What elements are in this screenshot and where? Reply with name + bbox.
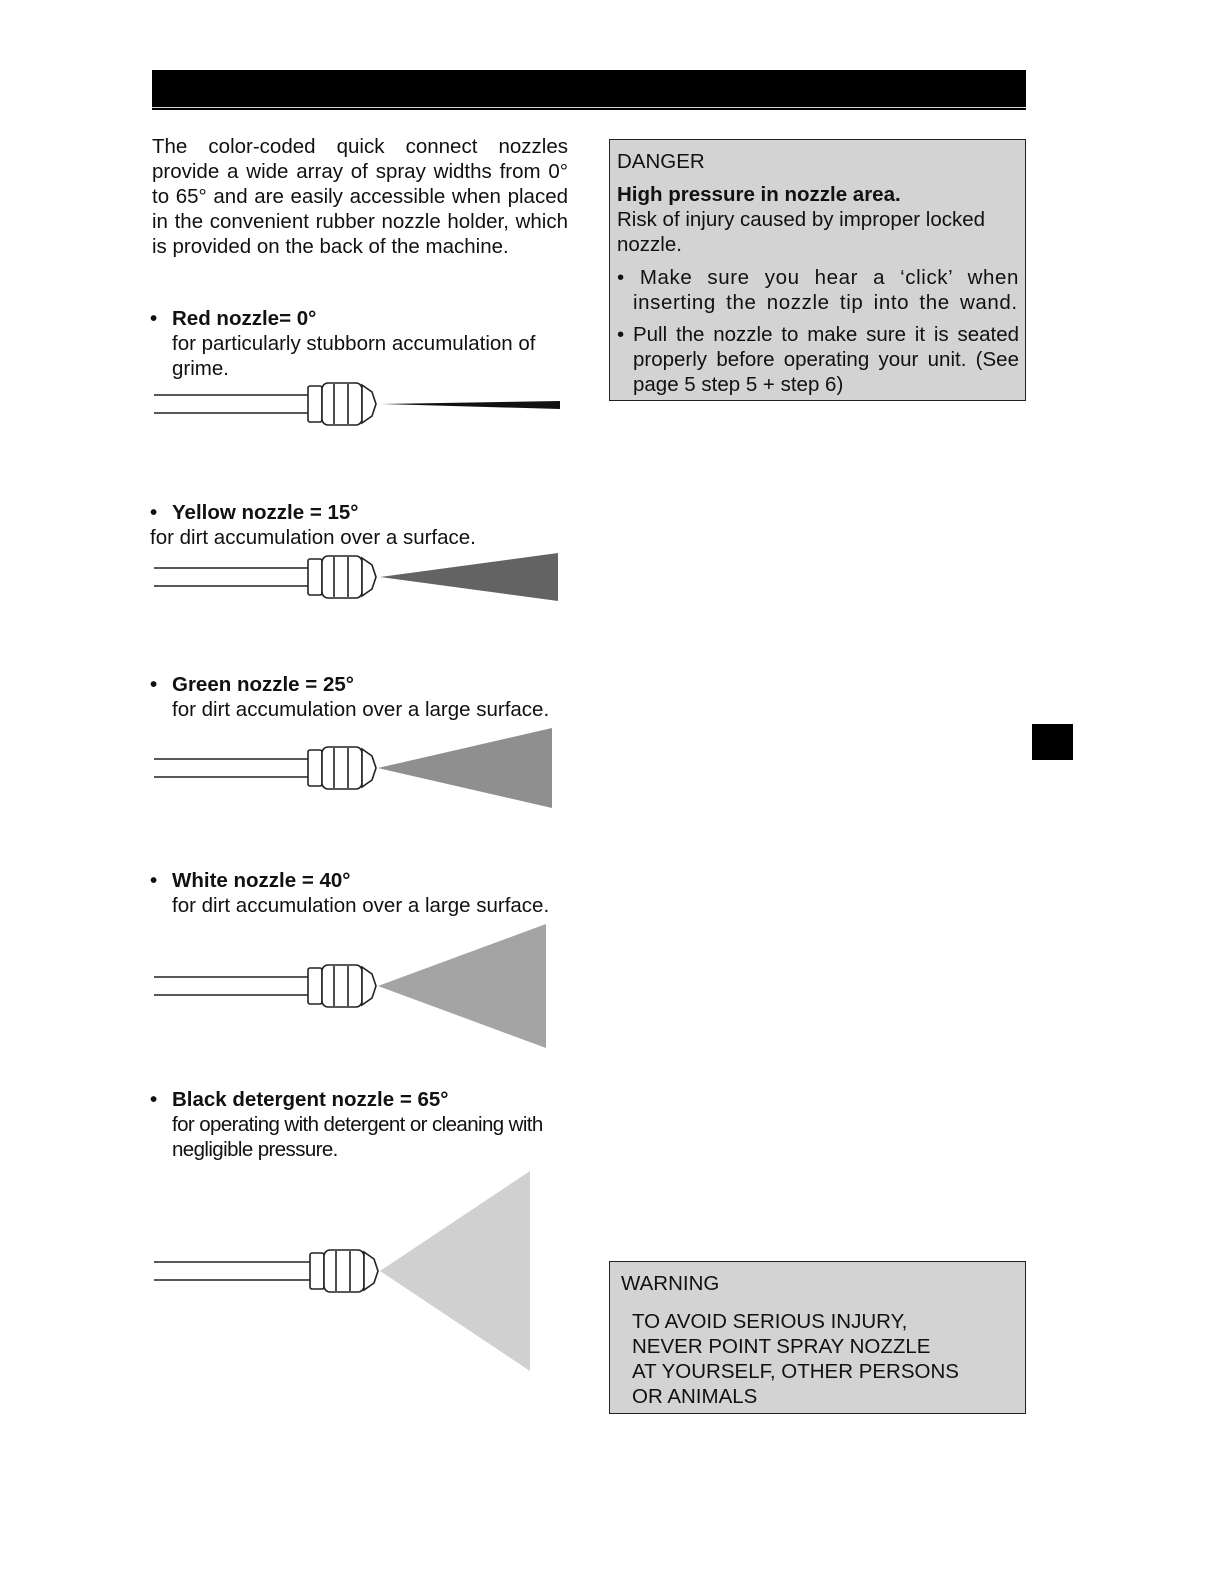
nozzle-yellow-illustration [150,551,570,611]
danger-item: • Pull the nozzle to make sure it is seated properly before operating your unit. (See page 5 step 5 + step 6) [617,323,1019,396]
nozzle-body [308,965,376,1007]
spray-pattern-black [380,1171,530,1371]
nozzle-black-label: Black detergent nozzle = 65° [172,1088,449,1111]
nozzle-yellow-label: Yellow nozzle = 15° [172,501,359,524]
nozzle-body [308,556,376,598]
nozzle-body [308,383,376,425]
nozzle-body [308,747,376,789]
nozzle-green-illustration [150,727,570,817]
nozzle-black-title [150,1087,449,1112]
nozzle-white-illustration [150,921,570,1051]
side-tab-marker [1032,724,1073,760]
spray-pattern-yellow [380,553,558,601]
nozzle-red-title [150,306,316,331]
intro-paragraph: The color-coded quick connect nozzles provide a wide array of spray widths from 0° to 65° and are easily accessible when placed in the convenient rubber nozzle holder, which is provided on the back of the machine. [152,135,568,258]
nozzle-green-desc: for dirt accumulation over a large surface. [172,698,550,721]
danger-box [609,139,1026,401]
warning-line: OR ANIMALS [632,1385,758,1408]
nozzle-red-desc: for particularly stubborn accumulation of grime. [172,332,536,380]
danger-list [617,265,1025,397]
nozzle-green-title [150,672,354,697]
warning-line: AT YOURSELF, OTHER PERSONS [632,1360,959,1383]
spray-pattern-red [382,401,560,409]
nozzle-white-title [150,868,351,893]
warning-line: TO AVOID SERIOUS INJURY, [632,1310,908,1333]
nozzle-white-desc: for dirt accumulation over a large surface. [172,894,550,917]
warning-line: NEVER POINT SPRAY NOZZLE [632,1335,931,1358]
bullet: • [150,1088,158,1111]
nozzle-yellow-desc: for dirt accumulation over a surface. [150,526,476,549]
danger-label: DANGER [617,150,705,173]
nozzle-green-label: Green nozzle = 25° [172,673,354,696]
nozzle-black-illustration [150,1166,570,1376]
danger-headline: High pressure in nozzle area. [617,183,901,206]
bullet: • [150,501,158,524]
spray-pattern-green [378,728,552,808]
nozzle-white-label: White nozzle = 40° [172,869,351,892]
bullet: • [150,673,158,696]
nozzle-yellow-title [150,500,359,525]
danger-item: • Make sure you hear a ‘click’ when inserting the nozzle tip into the wand. [617,266,1019,314]
nozzle-black-desc: for operating with detergent or cleaning with negligible pressure. [172,1113,543,1161]
bullet: • [150,869,158,892]
warning-label: WARNING [621,1272,720,1295]
header-rule [152,107,1026,108]
bullet: • [150,307,158,330]
nozzle-red-illustration [150,378,570,438]
warning-box [609,1261,1026,1414]
section-header-bar [152,70,1026,110]
danger-text: Risk of injury caused by improper locked nozzle. [617,208,986,256]
warning-body [632,1309,1025,1409]
nozzle-body [310,1250,378,1292]
spray-pattern-white [378,924,546,1048]
nozzle-red-label: Red nozzle= 0° [172,307,317,330]
